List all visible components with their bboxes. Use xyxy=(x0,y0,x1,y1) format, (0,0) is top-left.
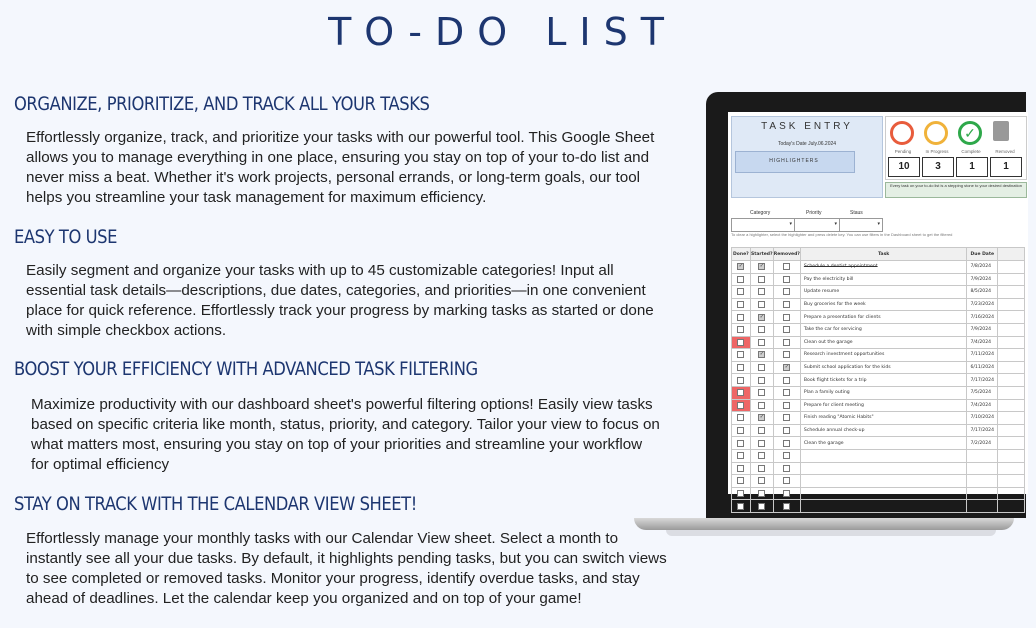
section-heading-easy: EASY TO USE xyxy=(14,226,118,248)
removed-cell xyxy=(773,449,800,462)
section-body-easy xyxy=(26,261,706,341)
table-row xyxy=(732,487,1025,500)
removed-cell xyxy=(773,323,800,336)
due-date-cell[interactable]: 7/11/2024 xyxy=(967,349,998,362)
done-checkbox[interactable] xyxy=(737,314,744,321)
table-row xyxy=(732,386,1025,399)
section-line: for optimal efficiency xyxy=(31,456,170,473)
table-row xyxy=(732,412,1025,425)
removed-cell xyxy=(773,437,800,450)
done-checkbox[interactable] xyxy=(737,288,744,295)
section-heading-filtering: BOOST YOUR EFFICIENCY WITH ADVANCED TASK FILTERING xyxy=(14,358,478,380)
removed-cell xyxy=(773,374,800,387)
started-cell xyxy=(750,323,773,336)
removed-cell xyxy=(773,336,800,349)
spreadsheet-screen xyxy=(728,112,1028,494)
started-cell xyxy=(750,261,773,274)
done-cell xyxy=(732,487,751,500)
started-checkbox[interactable] xyxy=(758,440,765,447)
done-cell xyxy=(732,412,751,425)
highlighters-label: HIGHLIGHTERS xyxy=(769,158,819,164)
done-cell xyxy=(732,386,751,399)
done-cell xyxy=(732,475,751,488)
removed-checkbox[interactable] xyxy=(783,477,790,484)
done-cell xyxy=(732,462,751,475)
task-cell[interactable]: Schedule a dentist appointment xyxy=(800,261,967,274)
section-line: based on specific criteria like month, status, priority, and category. Tailor your view to focus on xyxy=(31,416,660,433)
section-body-filtering xyxy=(31,395,711,475)
due-date-cell[interactable] xyxy=(967,462,998,475)
task-cell[interactable]: Submit school application for the kids xyxy=(800,361,967,374)
extra-cell xyxy=(998,399,1025,412)
table-row xyxy=(732,374,1025,387)
removed-checkbox[interactable] xyxy=(783,326,790,333)
extra-cell xyxy=(998,286,1025,299)
extra-cell xyxy=(998,273,1025,286)
started-checkbox[interactable] xyxy=(758,477,765,484)
done-checkbox[interactable] xyxy=(737,414,744,421)
table-row xyxy=(732,311,1025,324)
removed-checkbox[interactable] xyxy=(783,465,790,472)
task-cell[interactable]: Research investment opportunities xyxy=(800,349,967,362)
extra-cell xyxy=(998,349,1025,362)
started-checkbox[interactable] xyxy=(758,326,765,333)
pending-icon xyxy=(890,121,914,145)
started-checkbox[interactable]: ✓ xyxy=(759,351,764,358)
section-body-calendar xyxy=(26,529,716,609)
started-checkbox[interactable] xyxy=(758,377,765,384)
task-cell[interactable]: Prepare a presentation for clients xyxy=(800,311,967,324)
done-checkbox[interactable] xyxy=(737,477,744,484)
done-checkbox[interactable] xyxy=(737,389,744,396)
extra-cell xyxy=(998,475,1025,488)
laptop-base-shadow xyxy=(666,530,996,536)
started-cell xyxy=(750,361,773,374)
due-date-cell[interactable]: 6/11/2024 xyxy=(967,361,998,374)
removed-checkbox[interactable] xyxy=(783,314,790,321)
chevron-down-icon: ▾ xyxy=(789,221,792,227)
done-checkbox[interactable] xyxy=(737,351,744,358)
extra-cell xyxy=(998,424,1025,437)
section-line: ahead of deadlines. Let the calendar keep you organized and on top of your game! xyxy=(26,590,582,607)
started-checkbox[interactable] xyxy=(758,503,765,510)
started-cell xyxy=(750,386,773,399)
section-line: to see completed or removed tasks. Monitor your progress, identify overdue tasks, and stay xyxy=(26,570,640,587)
due-date-cell[interactable]: 7/2/2024 xyxy=(967,437,998,450)
done-checkbox[interactable] xyxy=(737,364,744,371)
filter-label-category: Category xyxy=(750,210,771,216)
task-table xyxy=(731,247,1025,513)
table-header-row xyxy=(732,248,1025,261)
table-row xyxy=(732,336,1025,349)
removed-checkbox[interactable] xyxy=(783,288,790,295)
task-cell[interactable]: Take the car for servicing xyxy=(800,323,967,336)
due-date-cell[interactable]: 7/9/2024 xyxy=(967,273,998,286)
due-date-cell[interactable]: 7/5/2024 xyxy=(967,386,998,399)
removed-cell xyxy=(773,386,800,399)
done-cell xyxy=(732,424,751,437)
category-select[interactable] xyxy=(731,218,795,232)
started-checkbox[interactable] xyxy=(758,402,765,409)
status-label-removed: Removed xyxy=(995,149,1015,154)
due-date-cell[interactable]: 7/4/2024 xyxy=(967,336,998,349)
task-cell[interactable]: Schedule annual check-up xyxy=(800,424,967,437)
task-cell[interactable] xyxy=(800,462,967,475)
extra-cell xyxy=(998,323,1025,336)
done-checkbox[interactable] xyxy=(737,427,744,434)
done-cell xyxy=(732,437,751,450)
task-cell[interactable]: Clean out the garage xyxy=(800,336,967,349)
removed-cell xyxy=(773,500,800,513)
table-row xyxy=(732,361,1025,374)
table-row xyxy=(732,261,1025,274)
section-heading-calendar: STAY ON TRACK WITH THE CALENDAR VIEW SHEET! xyxy=(14,493,417,515)
header-started: Started? xyxy=(750,248,773,261)
extra-cell xyxy=(998,500,1025,513)
done-checkbox[interactable] xyxy=(737,452,744,459)
removed-checkbox[interactable] xyxy=(783,452,790,459)
complete-count: 1 xyxy=(956,157,988,177)
filter-label-status: Staus xyxy=(850,210,863,216)
hint-text: To clear a highlighter, select the highlighter and press delete key. You can use filters in the Dashboard sheet to get the filtered xyxy=(731,232,953,237)
started-checkbox[interactable] xyxy=(758,276,765,283)
header-due-date: Due Date xyxy=(967,248,998,261)
section-line: Effortlessly manage your monthly tasks with our Calendar View sheet. Select a month to xyxy=(26,530,619,547)
removed-checkbox[interactable] xyxy=(783,440,790,447)
removed-checkbox[interactable] xyxy=(783,263,790,270)
done-cell xyxy=(732,349,751,362)
done-checkbox[interactable] xyxy=(737,326,744,333)
task-table-body xyxy=(732,261,1025,513)
task-entry-title: TASK ENTRY xyxy=(761,121,853,132)
started-cell xyxy=(750,437,773,450)
task-cell[interactable]: Plan a family outing xyxy=(800,386,967,399)
done-cell xyxy=(732,374,751,387)
removed-cell xyxy=(773,475,800,488)
started-cell xyxy=(750,298,773,311)
started-checkbox[interactable] xyxy=(758,339,765,346)
done-checkbox[interactable]: ✓ xyxy=(738,263,743,270)
done-cell xyxy=(732,298,751,311)
done-cell xyxy=(732,399,751,412)
laptop-base xyxy=(634,518,1014,530)
done-checkbox[interactable] xyxy=(737,503,744,510)
removed-checkbox[interactable]: ✓ xyxy=(784,364,789,371)
task-cell[interactable] xyxy=(800,449,967,462)
status-select[interactable] xyxy=(839,218,883,232)
removed-checkbox[interactable] xyxy=(783,339,790,346)
task-cell[interactable]: Clean the garage xyxy=(800,437,967,450)
due-date-cell[interactable]: 8/5/2024 xyxy=(967,286,998,299)
in-progress-count: 3 xyxy=(922,157,954,177)
due-date-cell[interactable]: 7/10/2024 xyxy=(967,412,998,425)
table-row xyxy=(732,349,1025,362)
status-label-complete: Complete xyxy=(961,149,981,154)
removed-cell xyxy=(773,399,800,412)
removed-checkbox[interactable] xyxy=(783,490,790,497)
task-cell[interactable]: Update resume xyxy=(800,286,967,299)
done-cell xyxy=(732,449,751,462)
done-cell xyxy=(732,500,751,513)
status-label-pending: Pending xyxy=(894,149,912,154)
section-line: with simple checkbox actions. xyxy=(26,322,227,339)
laptop-mockup xyxy=(706,92,1036,532)
extra-cell xyxy=(998,412,1025,425)
task-cell[interactable]: Prepare for client meeting xyxy=(800,399,967,412)
removed-checkbox[interactable] xyxy=(783,503,790,510)
page-title: TO-DO LIST xyxy=(328,10,677,54)
header-done: Done? xyxy=(732,248,751,261)
started-cell xyxy=(750,475,773,488)
pending-count: 10 xyxy=(888,157,920,177)
removed-cell xyxy=(773,487,800,500)
due-date-cell[interactable] xyxy=(967,449,998,462)
table-row xyxy=(732,500,1025,513)
started-checkbox[interactable] xyxy=(758,427,765,434)
extra-cell xyxy=(998,386,1025,399)
header-extra xyxy=(998,248,1025,261)
removed-checkbox[interactable] xyxy=(783,377,790,384)
section-line: place for quick reference. Effortlessly track your progress by marking tasks as started or done xyxy=(26,302,654,319)
removed-checkbox[interactable] xyxy=(783,389,790,396)
header-task: Task xyxy=(800,248,967,261)
removed-cell xyxy=(773,412,800,425)
started-checkbox[interactable] xyxy=(758,364,765,371)
done-cell xyxy=(732,323,751,336)
table-row xyxy=(732,475,1025,488)
started-checkbox[interactable] xyxy=(758,490,765,497)
extra-cell xyxy=(998,336,1025,349)
done-cell xyxy=(732,311,751,324)
task-cell[interactable]: Book flight tickets for a trip xyxy=(800,374,967,387)
filter-label-priority: Priority xyxy=(806,210,822,216)
started-checkbox[interactable]: ✓ xyxy=(759,313,764,320)
extra-cell xyxy=(998,311,1025,324)
table-row xyxy=(732,424,1025,437)
table-row xyxy=(732,323,1025,336)
in-progress-icon xyxy=(924,121,948,145)
extra-cell xyxy=(998,361,1025,374)
removed-cell xyxy=(773,424,800,437)
task-entry-panel xyxy=(731,116,883,198)
section-line: essential task details—descriptions, due dates, categories, and priorities—in one convenient xyxy=(26,282,646,299)
done-cell xyxy=(732,261,751,274)
due-date-cell[interactable]: 7/23/2024 xyxy=(967,298,998,311)
started-checkbox[interactable] xyxy=(758,465,765,472)
removed-cell xyxy=(773,462,800,475)
task-cell[interactable]: Buy groceries for the week xyxy=(800,298,967,311)
done-cell xyxy=(732,273,751,286)
started-cell xyxy=(750,399,773,412)
removed-cell xyxy=(773,311,800,324)
started-checkbox[interactable] xyxy=(758,288,765,295)
table-row xyxy=(732,437,1025,450)
section-line: helps you streamline your task management for maximum efficiency. xyxy=(26,189,487,206)
done-checkbox[interactable] xyxy=(737,301,744,308)
table-row xyxy=(732,286,1025,299)
due-date-cell[interactable]: 7/16/2024 xyxy=(967,311,998,324)
status-label-in-progress: In Progress xyxy=(925,149,949,154)
section-heading-organize: ORGANIZE, PRIORITIZE, AND TRACK ALL YOUR TASKS xyxy=(14,93,430,115)
extra-cell xyxy=(998,437,1025,450)
due-date-cell[interactable]: 7/8/2024 xyxy=(967,261,998,274)
due-date-cell[interactable]: 7/17/2024 xyxy=(967,374,998,387)
removed-cell xyxy=(773,361,800,374)
started-cell xyxy=(750,500,773,513)
section-line: Effortlessly organize, track, and prioritize your tasks with our powerful tool. This Google Sheet xyxy=(26,129,655,146)
task-cell[interactable] xyxy=(800,475,967,488)
section-line: Easily segment and organize your tasks with up to 45 customizable categories! Input all xyxy=(26,262,614,279)
section-line: instantly see all your due tasks. By default, it highlights pending tasks, but you can switch views xyxy=(26,550,667,567)
section-line: Maximize productivity with our dashboard sheet's powerful filtering options! Easily view tasks xyxy=(31,396,653,413)
started-cell xyxy=(750,462,773,475)
task-cell[interactable]: Finish reading "Atomic Habits" xyxy=(800,412,967,425)
tip-box: Every task on your to-do list is a stepping stone to your desired destination xyxy=(885,182,1027,198)
done-checkbox[interactable] xyxy=(737,465,744,472)
started-checkbox[interactable] xyxy=(758,452,765,459)
done-checkbox[interactable] xyxy=(737,339,744,346)
extra-cell xyxy=(998,462,1025,475)
done-cell xyxy=(732,361,751,374)
complete-check-icon: ✓ xyxy=(958,121,982,145)
chevron-down-icon: ▾ xyxy=(834,221,837,227)
started-cell xyxy=(750,424,773,437)
extra-cell xyxy=(998,374,1025,387)
done-checkbox[interactable] xyxy=(737,440,744,447)
due-date-cell[interactable] xyxy=(967,475,998,488)
extra-cell xyxy=(998,487,1025,500)
priority-select[interactable] xyxy=(794,218,840,232)
due-date-cell[interactable] xyxy=(967,487,998,500)
chevron-down-icon: ▾ xyxy=(877,221,880,227)
started-checkbox[interactable] xyxy=(758,301,765,308)
removed-checkbox[interactable] xyxy=(783,427,790,434)
extra-cell xyxy=(998,261,1025,274)
removed-cell xyxy=(773,349,800,362)
section-body-organize xyxy=(26,128,706,208)
done-checkbox[interactable] xyxy=(737,377,744,384)
started-cell xyxy=(750,286,773,299)
extra-cell xyxy=(998,298,1025,311)
done-cell xyxy=(732,336,751,349)
due-date-cell[interactable]: 7/4/2024 xyxy=(967,399,998,412)
table-row xyxy=(732,399,1025,412)
done-cell xyxy=(732,286,751,299)
started-cell xyxy=(750,487,773,500)
section-line: what matters most, ensuring you stay on top of your priorities and streamline your workflow xyxy=(31,436,643,453)
table-row xyxy=(732,449,1025,462)
started-checkbox[interactable]: ✓ xyxy=(759,263,764,270)
removed-count: 1 xyxy=(990,157,1022,177)
table-row xyxy=(732,298,1025,311)
trash-icon xyxy=(993,121,1009,141)
extra-cell xyxy=(998,449,1025,462)
done-checkbox[interactable] xyxy=(737,490,744,497)
section-line: allows you to manage everything in one place, ensuring you stay on top of your to-do list and xyxy=(26,149,650,166)
due-date-cell[interactable]: 7/9/2024 xyxy=(967,323,998,336)
task-cell[interactable] xyxy=(800,500,967,513)
task-cell[interactable]: Pay the electricity bill xyxy=(800,273,967,286)
started-checkbox[interactable] xyxy=(758,389,765,396)
started-cell xyxy=(750,336,773,349)
header-removed: Removed? xyxy=(773,248,800,261)
removed-cell xyxy=(773,286,800,299)
removed-checkbox[interactable] xyxy=(783,301,790,308)
removed-cell xyxy=(773,261,800,274)
removed-checkbox[interactable] xyxy=(783,402,790,409)
removed-cell xyxy=(773,273,800,286)
started-cell xyxy=(750,349,773,362)
done-checkbox[interactable] xyxy=(737,402,744,409)
started-checkbox[interactable]: ✓ xyxy=(759,414,764,421)
todays-date: Today's Date July.06.2024 xyxy=(777,141,837,147)
done-checkbox[interactable] xyxy=(737,276,744,283)
status-panel xyxy=(885,116,1027,180)
removed-checkbox[interactable] xyxy=(783,276,790,283)
task-cell[interactable] xyxy=(800,487,967,500)
started-cell xyxy=(750,374,773,387)
removed-checkbox[interactable] xyxy=(783,414,790,421)
started-cell xyxy=(750,273,773,286)
started-cell xyxy=(750,449,773,462)
started-cell xyxy=(750,412,773,425)
section-line: never miss a beat. Whether it's work projects, personal errands, or long-term goals, our tool xyxy=(26,169,641,186)
removed-cell xyxy=(773,298,800,311)
due-date-cell[interactable]: 7/17/2024 xyxy=(967,424,998,437)
due-date-cell[interactable] xyxy=(967,500,998,513)
table-row xyxy=(732,273,1025,286)
removed-checkbox[interactable] xyxy=(783,351,790,358)
started-cell xyxy=(750,311,773,324)
table-row xyxy=(732,462,1025,475)
